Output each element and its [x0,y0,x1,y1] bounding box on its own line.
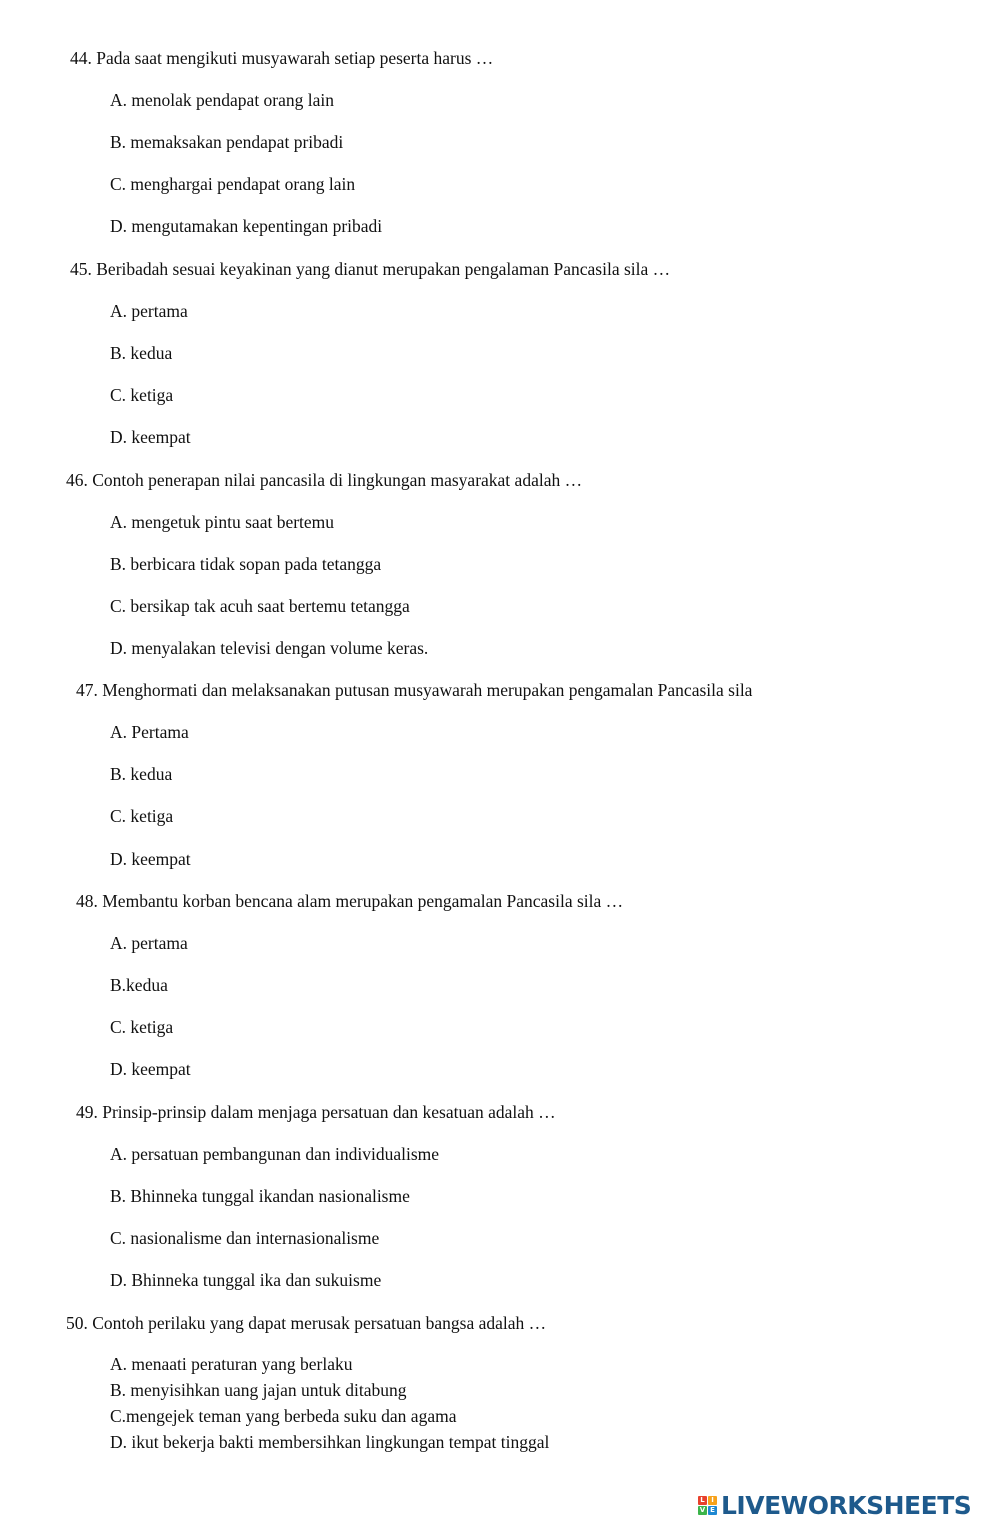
option-50-a: A. menaati peraturan yang berlaku [110,1354,353,1374]
option-46-c: C. bersikap tak acuh saat bertemu tetangga [110,596,410,616]
option-46-d: D. menyalakan televisi dengan volume keras. [110,638,429,658]
question-50: 50. Contoh perilaku yang dapat merusak persatuan bangsa adalah … [66,1313,547,1333]
option-49-c: C. nasionalisme dan internasionalisme [110,1228,380,1248]
logo-letter-i: I [708,1496,717,1505]
option-44-d: D. mengutamakan kepentingan pribadi [110,216,383,236]
option-50-c: C.mengejek teman yang berbeda suku dan agama [110,1406,457,1426]
option-47-c: C. ketiga [110,806,174,826]
option-49-a: A. persatuan pembangunan dan individualisme [110,1144,440,1164]
logo-text: LIVEWORKSHEETS [721,1490,972,1520]
option-45-b: B. kedua [110,343,173,363]
option-49-d: D. Bhinneka tunggal ika dan sukuisme [110,1270,382,1290]
liveworksheets-logo [698,1488,971,1522]
option-48-b: B.kedua [110,975,168,995]
option-44-c: C. menghargai pendapat orang lain [110,174,356,194]
option-48-d: D. keempat [110,1059,191,1079]
option-48-a: A. pertama [110,933,188,953]
option-49-b: B. Bhinneka tunggal ikandan nasionalisme [110,1186,410,1206]
option-44-b: B. memaksakan pendapat pribadi [110,132,344,152]
option-45-c: C. ketiga [110,385,174,405]
option-50-d: D. ikut bekerja bakti membersihkan lingkungan tempat tinggal [110,1432,550,1452]
question-46: 46. Contoh penerapan nilai pancasila di lingkungan masyarakat adalah … [66,470,583,490]
option-50-b: B. menyisihkan uang jajan untuk ditabung [110,1380,407,1400]
option-47-d: D. keempat [110,849,191,869]
question-45: 45. Beribadah sesuai keyakinan yang dianut merupakan pengalaman Pancasila sila … [70,259,671,279]
question-49: 49. Prinsip-prinsip dalam menjaga persatuan dan kesatuan adalah … [76,1102,556,1122]
option-44-a: A. menolak pendapat orang lain [110,90,335,110]
option-46-b: B. berbicara tidak sopan pada tetangga [110,554,382,574]
question-47: 47. Menghormati dan melaksanakan putusan musyawarah merupakan pengamalan Pancasila sila [76,680,753,700]
logo-letter-l: L [698,1496,707,1505]
logo-mark-icon [698,1496,717,1515]
option-47-b: B. kedua [110,764,173,784]
logo-letter-v: V [699,1505,706,1514]
option-48-c: C. ketiga [110,1017,174,1037]
option-45-a: A. pertama [110,301,188,321]
logo-letter-e: E [708,1506,717,1515]
option-47-a: A. Pertama [110,722,189,742]
question-44: 44. Pada saat mengikuti musyawarah setiap peserta harus … [70,48,494,68]
question-48: 48. Membantu korban bencana alam merupakan pengamalan Pancasila sila … [76,891,624,911]
option-45-d: D. keempat [110,427,191,447]
option-46-a: A. mengetuk pintu saat bertemu [110,512,335,532]
